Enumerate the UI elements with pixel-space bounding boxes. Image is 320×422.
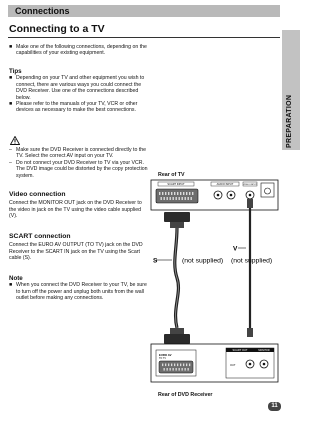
video-heading: Video connection xyxy=(9,191,66,198)
rca-plug-top xyxy=(247,199,253,208)
scart-plug-bottom xyxy=(164,334,190,344)
title-divider xyxy=(8,37,280,38)
video-block xyxy=(9,192,149,220)
page-number: 11 xyxy=(268,402,281,411)
dash-icon: – xyxy=(9,147,12,153)
scart-out-label: SCART OUT xyxy=(232,349,248,353)
note-heading: Note xyxy=(9,275,23,282)
rear-tv-label: Rear of TV xyxy=(158,172,185,178)
bullet-icon: ■ xyxy=(9,75,13,82)
caution-item: Make sure the DVD Receiver is connected directly to the TV. Select the correct AV input on your TV. xyxy=(16,147,147,160)
section-header: Connections xyxy=(15,6,70,16)
scart-plug-top xyxy=(164,212,190,222)
scart-text: Connect the EURO AV OUTPUT (TO TV) jack on the DVD Receiver to the SCART IN jack on the TV using the Scart cable (S). xyxy=(9,242,143,262)
video-text: Connect the MONITOR OUT jack on the DVD Receiver to the video in jack on the TV using the video cable supplied (V). xyxy=(9,200,142,220)
page-title: Connecting to a TV xyxy=(9,23,105,35)
monitor-label: MONITOR xyxy=(258,349,270,353)
scart-block xyxy=(9,234,149,262)
not-supplied-left: (not supplied) xyxy=(182,257,224,265)
video-input-label: VIDEO INPUT xyxy=(243,184,257,187)
out-label: OUT xyxy=(230,364,236,367)
tv-scart-port xyxy=(156,189,198,203)
to-tv-label: TO TV xyxy=(159,357,166,360)
dash-icon: – xyxy=(9,159,12,166)
rca-plug-bottom xyxy=(247,328,253,337)
side-tab-label: PREPARATION xyxy=(286,94,293,148)
video-cable xyxy=(247,199,253,337)
bullet-icon: ■ xyxy=(9,44,13,50)
tips-item: Depending on your TV and other equipment you wish to connect, there are various ways you could connect the DVD Receiver. Use one of the connections described below. xyxy=(16,75,145,101)
scart-input-label: SCART INPUT xyxy=(167,183,185,187)
side-tab xyxy=(282,30,300,150)
cable-v-label: V xyxy=(233,245,238,253)
tv-rear-panel xyxy=(151,180,278,210)
tips-item: Please refer to the manuals of your TV, VCR or other devices as necessary to make the best connections. xyxy=(16,101,138,114)
cable-s-label: S xyxy=(153,257,158,265)
warning-icon xyxy=(10,136,20,145)
rear-dvd-label: Rear of DVD Receiver xyxy=(158,392,213,398)
euro-av-label: EURO AV xyxy=(159,353,172,357)
tips-heading: Tips xyxy=(9,68,22,75)
connection-diagram xyxy=(150,178,282,388)
note-block xyxy=(9,276,149,302)
dvd-scart-port xyxy=(159,361,193,373)
not-supplied-right: (not supplied) xyxy=(231,257,273,265)
bullet-icon: ■ xyxy=(9,282,13,289)
caution-item: Do not connect your DVD Receiver to TV via your VCR. The DVD image could be distorted by the copy protection system. xyxy=(16,159,148,179)
caution-block xyxy=(9,147,149,179)
dvd-receiver-rear-panel xyxy=(151,344,278,382)
bullet-icon: ■ xyxy=(9,101,13,108)
scart-heading: SCART connection xyxy=(9,233,71,240)
scart-cable xyxy=(164,212,190,344)
tips-block xyxy=(9,69,149,114)
audio-input-label: AUDIO INPUT xyxy=(216,183,234,187)
intro-block xyxy=(9,44,149,57)
intro-text: Make one of the following connections, depending on the capabilities of your existing equipment. xyxy=(16,44,147,57)
section-header-bar xyxy=(8,5,280,17)
note-item: When you connect the DVD Receiver to your TV, be sure to turn off the power and unplug both units from the wall outlet before making any connections. xyxy=(16,282,147,302)
